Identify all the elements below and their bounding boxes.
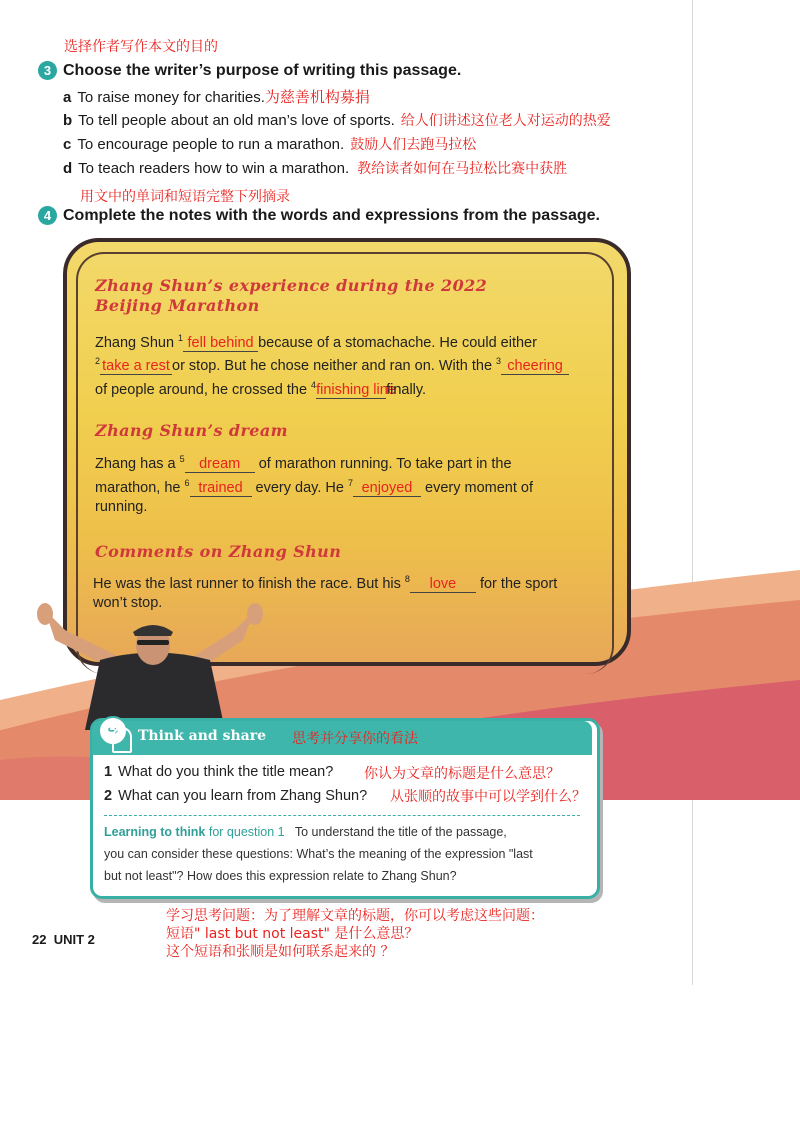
answer-blank-7[interactable]: enjoyed <box>353 480 421 497</box>
learning-to-think-label: Learning to think <box>104 825 206 839</box>
answer-blank-1[interactable]: fell behind <box>183 335 258 352</box>
head-silhouette-icon <box>112 727 132 753</box>
option-text: To tell people about an old man’s love of sports. <box>78 112 395 129</box>
question-text: What can you learn from Zhang Shun? <box>118 788 368 804</box>
notes-line-5 <box>95 472 533 500</box>
question-number: 2 <box>104 788 113 804</box>
page-edge-line <box>692 0 693 985</box>
runner-photo <box>25 600 275 730</box>
question-number: 1 <box>104 764 113 780</box>
q4-cn-title: 用文中的单词和短语完整下列摘录 <box>80 189 290 205</box>
question-text: What do you think the title mean? <box>118 764 334 780</box>
blank-number: 7 <box>347 478 353 488</box>
think-and-share-title: Think and share <box>138 728 266 744</box>
notes-heading-comments: Comments on Zhang Shun <box>95 542 342 561</box>
note-text: Zhang Shun <box>95 334 175 351</box>
blank-number: 4 <box>311 380 317 390</box>
option-text: To encourage people to run a marathon. <box>77 136 345 153</box>
learning-to-think-text: To understand the title of the passage, <box>294 825 507 839</box>
learning-to-think-line-1 <box>104 821 507 843</box>
notes-heading-dream: Zhang Shun’s dream <box>95 421 288 440</box>
q3-title: Choose the writer’s purpose of writing this passage. <box>63 62 462 79</box>
notes-line-8: won’t stop. <box>93 595 163 611</box>
answer-blank-3[interactable]: cheering <box>501 358 569 375</box>
blank-number: 6 <box>184 478 190 488</box>
option-text: To teach readers how to win a marathon. <box>78 160 350 177</box>
think-question-2-cn: 从张顺的故事中可以学到什么？ <box>390 789 586 805</box>
answer-blank-8[interactable]: love <box>410 576 476 593</box>
q3-number-badge: 3 <box>38 61 57 80</box>
option-cn-note: 为慈善机构募捐 <box>264 88 370 106</box>
note-text: of people around, he crossed the <box>95 381 308 398</box>
answer-blank-5[interactable]: dream <box>185 456 255 473</box>
blank-number: 5 <box>179 454 185 464</box>
note-text: finally. <box>386 381 427 398</box>
cn-note-line-2: 短语" last but not least" 是什么意思？ <box>166 926 419 942</box>
q4-number-badge: 4 <box>38 206 57 225</box>
option-letter: c <box>63 136 72 153</box>
note-text: every moment of <box>425 479 533 496</box>
note-text: marathon, he <box>95 479 181 496</box>
option-cn-note: 给人们讲述这位老人对运动的热爱 <box>400 113 611 129</box>
answer-blank-4[interactable]: finishing line <box>316 381 396 398</box>
divider <box>104 815 580 816</box>
q3-option-d[interactable] <box>63 158 567 178</box>
answer-blank-6[interactable]: trained <box>190 480 252 497</box>
note-text: or stop. But he chose neither and ran on. With the <box>172 357 493 374</box>
option-cn-note: 鼓励人们去跑马拉松 <box>350 137 477 153</box>
option-letter: d <box>63 160 73 177</box>
note-text: He was the last runner to finish the race. But his <box>93 575 401 592</box>
notes-line-7 <box>93 568 557 596</box>
notes-line-3 <box>95 374 426 402</box>
answer-blank-2[interactable]: take a rest <box>100 358 172 375</box>
option-text: To raise money for charities. <box>77 89 265 106</box>
unit-label: UNIT 2 <box>53 932 95 947</box>
share-icon: ↪ <box>98 716 128 746</box>
option-letter: a <box>63 89 72 106</box>
learning-to-think-for: for question 1 <box>208 825 285 839</box>
note-text: Zhang has a <box>95 455 176 472</box>
q3-option-b[interactable] <box>63 110 611 130</box>
cn-note-line-1: 学习思考问题：为了理解文章的标题，你可以考虑这些问题： <box>166 908 544 924</box>
blank-number: 8 <box>404 574 410 584</box>
option-letter: b <box>63 112 73 129</box>
notes-heading-experience-line1: Zhang Shun’s experience during the 2022 <box>95 276 488 295</box>
q4-title: Complete the notes with the words and expressions from the passage. <box>63 207 600 224</box>
blank-number: 2 <box>95 356 101 366</box>
q3-option-a[interactable] <box>63 86 370 107</box>
q3-option-c[interactable] <box>63 134 476 154</box>
learning-to-think-line-2: you can consider these questions: What’s the meaning of the expression "last <box>104 847 533 861</box>
note-text: of marathon running. To take part in the <box>258 455 512 472</box>
notes-line-6: running. <box>95 499 148 515</box>
notes-heading-experience-line2: Beijing Marathon <box>95 296 260 315</box>
blank-number: 1 <box>178 333 184 343</box>
think-question-2 <box>104 788 367 804</box>
cn-note-line-3: 这个短语和张顺是如何联系起来的 ？ <box>166 944 395 960</box>
page-number: 22 <box>32 932 47 947</box>
option-cn-note: 教给读者如何在马拉松比赛中获胜 <box>357 161 568 177</box>
think-question-1-cn: 你认为文章的标题是什么意思？ <box>364 766 560 782</box>
think-question-1 <box>104 764 333 780</box>
note-text: for the sport <box>479 575 558 592</box>
blank-number: 3 <box>496 356 502 366</box>
learning-to-think-line-3: but not least"? How does this expression relate to Zhang Shun? <box>104 869 457 883</box>
note-text: every day. He <box>255 479 344 496</box>
think-and-share-cn-title: 思考并分享你的看法 <box>292 731 418 747</box>
note-text: because of a stomachache. He could either <box>258 334 537 351</box>
q3-cn-title: 选择作者写作本文的目的 <box>64 39 218 55</box>
page-footer <box>32 932 95 947</box>
